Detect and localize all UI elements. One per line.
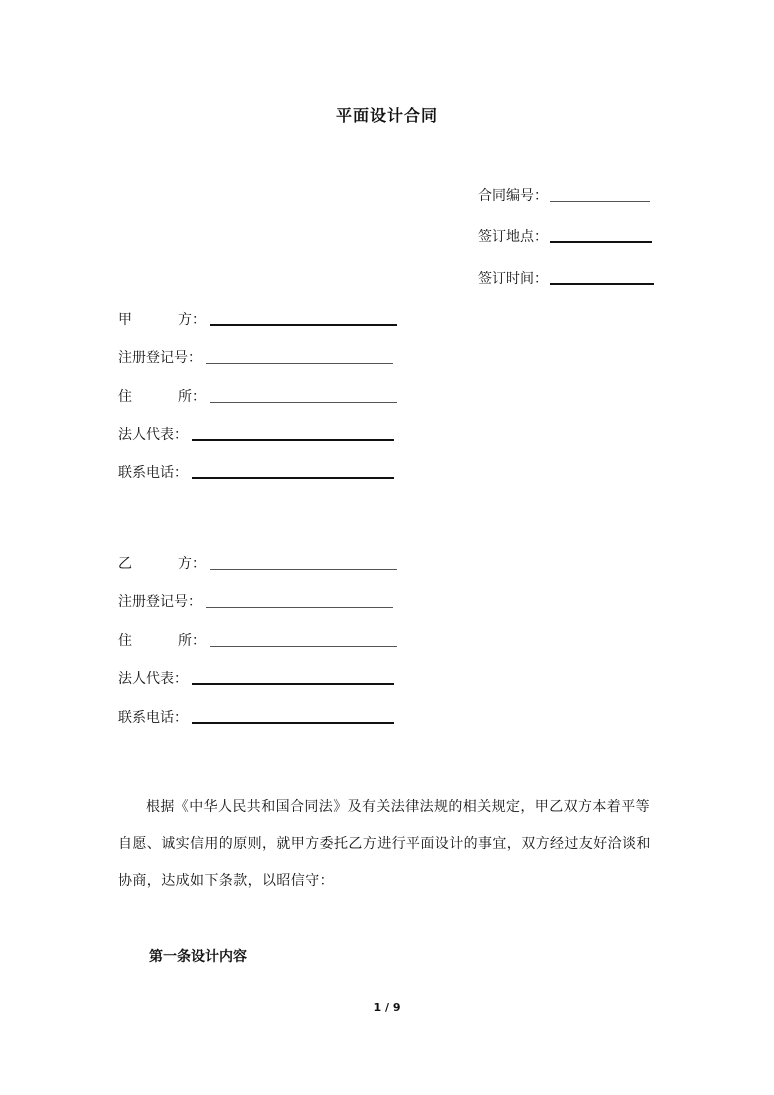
party-b-address-blank[interactable] xyxy=(210,646,397,647)
party-b-name-label-suffix: 方： xyxy=(178,556,206,572)
party-a-legal-rep-row xyxy=(118,422,394,444)
party-a-address-label xyxy=(118,386,206,406)
party-a-address-label-suffix: 所： xyxy=(178,389,206,405)
party-b-reg-blank[interactable] xyxy=(206,607,393,608)
party-b-phone-label: 联系电话： xyxy=(118,710,188,726)
party-b-name-label xyxy=(118,553,206,573)
party-a-phone-row xyxy=(118,460,394,482)
party-a-reg-blank[interactable] xyxy=(206,363,393,364)
party-b-phone-row xyxy=(118,705,394,727)
sign-place-row xyxy=(478,224,652,246)
sign-time-row xyxy=(478,266,654,288)
party-a-name-label-char: 甲 xyxy=(118,312,132,328)
document-title: 平面设计合同 xyxy=(335,106,438,125)
party-a-reg-label: 注册登记号： xyxy=(118,350,202,366)
sign-time-label: 签订时间： xyxy=(478,271,548,287)
party-b-address-label-suffix: 所： xyxy=(178,633,206,649)
party-a-address-label-char: 住 xyxy=(118,389,132,405)
contract-number-row xyxy=(478,183,650,205)
page-indicator: 1 / 9 xyxy=(373,1001,401,1014)
party-a-name-label xyxy=(118,309,206,329)
party-a-phone-blank[interactable] xyxy=(192,477,394,479)
party-a-legal-rep-label: 法人代表： xyxy=(118,427,188,443)
party-a-name-label-suffix: 方： xyxy=(178,312,206,328)
party-b-phone-blank[interactable] xyxy=(192,722,394,724)
section-1-heading: 第一条设计内容 xyxy=(149,949,247,965)
party-b-reg-label: 注册登记号： xyxy=(118,594,202,610)
party-b-name-row xyxy=(118,551,397,573)
preamble-paragraph: 根据《中华人民共和国合同法》及有关法律法规的相关规定，甲乙双方本着平等自愿、诚实信用的原则，就甲方委托乙方进行平面设计的事宜，双方经过友好洽谈和协商，达成如下条款，以昭信守： xyxy=(118,799,651,889)
party-b-name-label-char: 乙 xyxy=(118,556,132,572)
party-a-legal-rep-blank[interactable] xyxy=(192,439,394,441)
party-a-address-blank[interactable] xyxy=(210,402,397,403)
party-b-address-row xyxy=(118,628,397,650)
party-b-reg-row xyxy=(118,589,393,611)
sign-place-label: 签订地点： xyxy=(478,229,548,245)
party-b-name-blank[interactable] xyxy=(210,569,397,570)
party-b-legal-rep-blank[interactable] xyxy=(192,683,394,685)
contract-number-label: 合同编号： xyxy=(478,188,548,204)
party-b-legal-rep-row xyxy=(118,666,394,688)
sign-place-blank[interactable] xyxy=(550,240,652,243)
party-a-name-blank[interactable] xyxy=(210,324,397,326)
party-b-legal-rep-label: 法人代表： xyxy=(118,671,188,687)
sign-time-blank[interactable] xyxy=(550,282,654,285)
party-a-name-row xyxy=(118,307,397,329)
party-a-address-row xyxy=(118,384,397,406)
party-b-address-label-char: 住 xyxy=(118,633,132,649)
party-a-phone-label: 联系电话： xyxy=(118,465,188,481)
party-b-address-label xyxy=(118,630,206,650)
party-a-reg-row xyxy=(118,345,393,367)
contract-number-blank[interactable] xyxy=(550,200,650,202)
